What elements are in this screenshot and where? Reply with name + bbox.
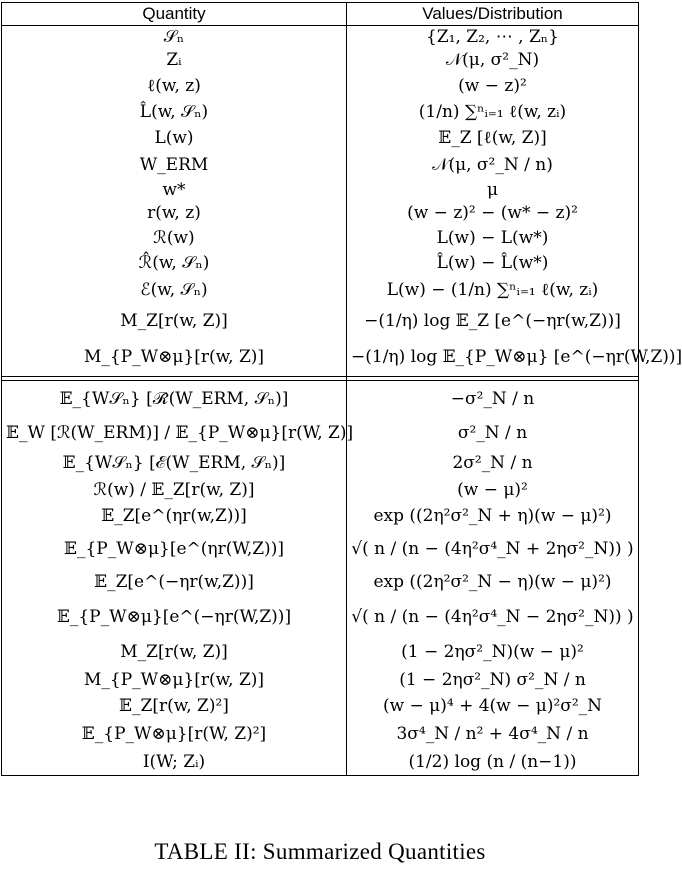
value-cell: (w − μ)⁴ + 4(w − μ)²σ²_N — [347, 693, 639, 719]
quantity-cell: 𝔼_{W𝒮ₙ} [ℰ(W_ERM, 𝒮ₙ)] — [2, 448, 347, 478]
table-row — [2, 339, 639, 377]
value-cell: 𝒩(μ, σ²_N / n) — [347, 151, 639, 179]
quantity-cell: W_ERM — [2, 151, 347, 179]
summary-table-container — [1, 2, 682, 825]
table-row — [2, 73, 639, 99]
value-cell: (1 − 2ησ²_N) σ²_N / n — [347, 667, 639, 693]
value-cell: exp ((2η²σ²_N + η)(w − μ)²) — [347, 503, 639, 530]
table-row — [2, 48, 639, 73]
quantity-cell: 𝔼_Z[r(w, Z)²] — [2, 693, 347, 719]
value-cell: √( n / (n − (4η²σ⁴_N − 2ησ²_N)) ) — [347, 597, 639, 637]
quantity-cell: M_Z[r(w, Z)] — [2, 637, 347, 667]
quantity-cell: 𝔼_{P_W⊗μ}[e^(−ηr(W,Z))] — [2, 597, 347, 637]
value-cell: exp ((2η²σ²_N − η)(w − μ)²) — [347, 568, 639, 597]
table-row — [2, 99, 639, 126]
quantity-cell: L(w) — [2, 126, 347, 151]
quantity-cell: Zᵢ — [2, 48, 347, 73]
table-row — [2, 749, 639, 776]
quantity-cell: w* — [2, 179, 347, 201]
quantity-cell: 𝒮ₙ — [2, 26, 347, 48]
summary-table — [1, 2, 682, 776]
table-row — [2, 637, 639, 667]
value-cell: 3σ⁴_N / n² + 4σ⁴_N / n — [347, 719, 639, 749]
header-values: Values/Distribution — [347, 3, 639, 26]
value-cell: 𝒩(μ, σ²_N) — [347, 48, 639, 73]
table-row — [2, 448, 639, 478]
quantity-cell: M_{P_W⊗μ}[r(w, Z)] — [2, 667, 347, 693]
table-row — [2, 418, 639, 448]
quantity-cell: ℛ̂(w, 𝒮ₙ) — [2, 251, 347, 276]
table-row — [2, 503, 639, 530]
value-cell: (w − z)² — [347, 73, 639, 99]
table-row — [2, 597, 639, 637]
value-cell: μ — [347, 179, 639, 201]
table-row — [2, 478, 639, 503]
value-cell: L(w) − L(w*) — [347, 226, 639, 251]
table-row — [2, 530, 639, 568]
quantity-cell: 𝔼_Z[e^(−ηr(w,Z))] — [2, 568, 347, 597]
table-row — [2, 719, 639, 749]
quantity-cell: 𝔼_{P_W⊗μ}[e^(ηr(W,Z))] — [2, 530, 347, 568]
quantity-cell: r(w, z) — [2, 201, 347, 226]
table-row — [2, 568, 639, 597]
table-row — [2, 126, 639, 151]
table-row — [2, 381, 639, 418]
value-cell: (1 − 2ησ²_N)(w − μ)² — [347, 637, 639, 667]
header-quantity: Quantity — [2, 3, 347, 26]
quantity-cell: M_Z[r(w, Z)] — [2, 304, 347, 339]
table-row — [2, 251, 639, 276]
quantity-cell: ℛ(w) — [2, 226, 347, 251]
quantity-cell: L̂(w, 𝒮ₙ) — [2, 99, 347, 126]
quantity-cell: M_{P_W⊗μ}[r(w, Z)] — [2, 339, 347, 377]
value-cell: (1/2) log (n / (n−1)) — [347, 749, 639, 776]
value-cell: −σ²_N / n — [347, 381, 639, 418]
quantity-cell: ℓ(w, z) — [2, 73, 347, 99]
table-caption: TABLE II: Summarized Quantities — [154, 839, 486, 864]
quantity-cell: ℰ(w, 𝒮ₙ) — [2, 276, 347, 304]
value-cell: {Z₁, Z₂, ⋯ , Zₙ} — [347, 26, 639, 48]
value-cell: −(1/η) log 𝔼_{P_W⊗μ} [e^(−ηr(W,Z))] — [347, 339, 639, 377]
table-row — [2, 693, 639, 719]
table-row — [2, 667, 639, 693]
table-row — [2, 276, 639, 304]
value-cell: (w − μ)² — [347, 478, 639, 503]
value-cell: L̂(w) − L̂(w*) — [347, 251, 639, 276]
value-cell: L(w) − (1/n) ∑ⁿᵢ₌₁ ℓ(w, zᵢ) — [347, 276, 639, 304]
quantity-cell: I(W; Zᵢ) — [2, 749, 347, 776]
value-cell: σ²_N / n — [347, 418, 639, 448]
value-cell: √( n / (n − (4η²σ⁴_N + 2ησ²_N)) ) — [347, 530, 639, 568]
header-row — [2, 3, 639, 26]
quantity-cell: 𝔼_{P_W⊗μ}[r(W, Z)²] — [2, 719, 347, 749]
table-row — [2, 226, 639, 251]
value-cell: (w − z)² − (w* − z)² — [347, 201, 639, 226]
quantity-cell: 𝔼_W [ℛ(W_ERM)] / 𝔼_{P_W⊗μ}[r(W, Z)] — [2, 418, 347, 448]
quantity-cell: 𝔼_Z[e^(ηr(w,Z))] — [2, 503, 347, 530]
quantity-cell: ℛ(w) / 𝔼_Z[r(w, Z)] — [2, 478, 347, 503]
table-row — [2, 179, 639, 201]
table-row — [2, 151, 639, 179]
table-row — [2, 26, 639, 48]
table-row — [2, 201, 639, 226]
quantity-cell: 𝔼_{W𝒮ₙ} [ℛ̂(W_ERM, 𝒮ₙ)] — [2, 381, 347, 418]
value-cell: −(1/η) log 𝔼_Z [e^(−ηr(w,Z))] — [347, 304, 639, 339]
value-cell: 𝔼_Z [ℓ(w, Z)] — [347, 126, 639, 151]
value-cell: (1/n) ∑ⁿᵢ₌₁ ℓ(w, zᵢ) — [347, 99, 639, 126]
table-row — [2, 304, 639, 339]
value-cell: 2σ²_N / n — [347, 448, 639, 478]
